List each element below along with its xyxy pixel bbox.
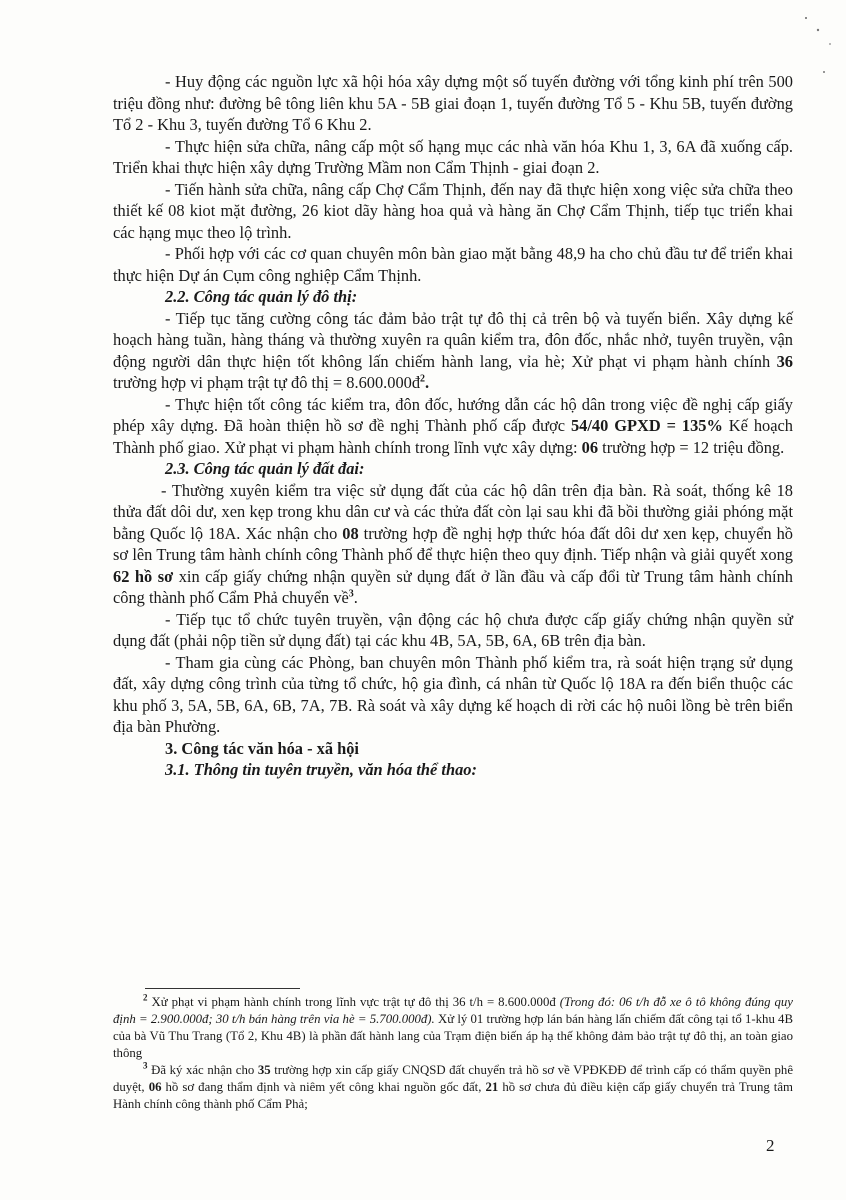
paragraph-land-inspection: - Thường xuyên kiểm tra việc sử dụng đất của các hộ dân trên địa bàn. Rà soát, thống kê 18 thửa đất dôi dư, xen kẹp trong khu dân cư và các thửa đất còn lại sau khi đã bồi thường giải phóng mặt bằng Quốc lộ 18A. Xác nhận cho 08 trường hợp đề nghị hợp thức hóa đất dôi dư xen kẹp, chuyển hồ sơ lên Trung tâm hành chính công Thành phố để thực hiện theo quy định. Tiếp nhận và giải quyết xong 62 hồ sơ xin cấp giấy chứng nhận quyền sử dụng đất ở lần đầu và cấp đổi từ Trung tâm hành chính công thành phố Cẩm Phả chuyển về$^3$.	[113, 480, 793, 607]
footnotes	[113, 994, 793, 1113]
paragraph-cultural-houses: - Thực hiện sửa chữa, nâng cấp một số hạng mục các nhà văn hóa Khu 1, 3, 6A đã xuống cấp. Triển khai thực hiện xây dựng Trường Mầm non Cẩm Thịnh - giai đoạn 2.	[113, 136, 793, 177]
heading-information-culture-sports: 3.1. Thông tin tuyên truyền, văn hóa thể thao:	[165, 760, 477, 779]
page-number: 2	[766, 1136, 775, 1155]
paragraph-fundraising-roads: - Huy động các nguồn lực xã hội hóa xây dựng một số tuyến đường với tổng kinh phí trên 500 triệu đồng như: đường bê tông liên khu 5A - 5B giai đoạn 1, tuyến đường Tổ 5 - Khu 5B, tuyến đường Tổ 2 - Khu 3, tuyến đường Tổ 6 Khu 2.	[113, 72, 793, 134]
footnote-divider	[145, 988, 300, 989]
paragraph-market-repair: - Tiến hành sửa chữa, nâng cấp Chợ Cẩm Thịnh, đến nay đã thực hiện xong việc sửa chữa theo thiết kế 08 kiot mặt đường, 26 kiot dãy hàng hoa quả và hàng ăn Chợ Cẩm Thịnh, tiếp tục triển khai các hạng mục theo lộ trình.	[113, 179, 793, 242]
paragraph-urban-order: - Tiếp tục tăng cường công tác đảm bảo trật tự đô thị cả trên bộ và tuyến biển. Xây dựng kế hoạch hàng tuần, hàng tháng và thường xuyên ra quân kiểm tra, đôn đốc, nhắc nhở, tuyên truyền, vận động người dân thực hiện tốt không lấn chiếm hành lang, vỉa hè; Xử phạt vi phạm hành chính 36 trường hợp vi phạm trật tự đô thị = $8.600.000đ^2$.	[113, 308, 793, 392]
heading-urban-management: 2.2. Công tác quản lý đô thị:	[165, 287, 358, 306]
paragraph-industrial-cluster: - Phối hợp với các cơ quan chuyên môn bàn giao mặt bằng 48,9 ha cho chủ đầu tư để triển khai thực hiện Dự án Cụm công nghiệp Cẩm Thịnh.	[113, 244, 793, 285]
footnote-ref-3: 3	[348, 588, 354, 600]
heading-culture-society: 3. Công tác văn hóa - xã hội	[165, 738, 359, 758]
document-body	[113, 71, 793, 781]
footnote-3: $^3$ Đã ký xác nhận cho 35 trường hợp xin cấp giấy CNQSD đất chuyển trả hồ sơ về VPĐKĐĐ để trình cấp có thẩm quyền phê duyệt, 06 hồ sơ đang thẩm định và niêm yết công khai nguồn gốc đất, 21 hồ sơ chưa đủ điều kiện cấp giấy chuyển trả Trung tâm Hành chính công thành phố Cẩm Phả;	[113, 1060, 794, 1111]
heading-land-management: 2.3. Công tác quản lý đất đai:	[165, 459, 365, 478]
paragraph-land-survey: - Tham gia cùng các Phòng, ban chuyên môn Thành phố kiểm tra, rà soát hiện trạng sử dụng đất, xây dựng công trình của từng tổ chức, hộ gia đình, cá nhân từ Quốc lộ 18A ra đến biển thuộc các khu phố 3, 5A, 5B, 6A, 6B, 7A, 7B. Rà soát và xây dựng kế hoạch di rời các hộ nuôi lồng bè trên biển địa bàn Phường.	[113, 652, 793, 736]
paragraph-building-permits: - Thực hiện tốt công tác kiểm tra, đôn đốc, hướng dẫn các hộ dân trong việc đề nghị cấp giấy phép xây dựng. Đã hoàn thiện hồ sơ đề nghị Thành phố cấp được 54/40 GPXD = 135% Kế hoạch Thành phố giao. Xử phạt vi phạm hành chính trong lĩnh vực xây dựng: 06 trường hợp = 12 triệu đồng.	[113, 394, 793, 457]
footnote-ref-2: 2	[420, 373, 426, 385]
footnote-2: $^2$ Xử phạt vi phạm hành chính trong lĩnh vực trật tự đô thị 36 t/h = 8.600.000đ (Trong đó: 06 t/h đỗ xe ô tô không đúng quy định = 2.900.000đ; 30 t/h bán hàng trên vỉa hè = 5.700.000đ). Xử lý 01 trường hợp lán bán hàng lấn chiếm đất công tại tổ 1-khu 4B của bà Vũ Thu Trang (Tổ 2, Khu 4B) là phần đất hành lang của Trạm điện biến áp hạ thế không đảm bảo trật tự đô thị, an toàn giao thông	[113, 992, 793, 1060]
scan-specks	[786, 0, 846, 90]
paragraph-land-propaganda: - Tiếp tục tổ chức tuyên truyền, vận động các hộ chưa được cấp giấy chứng nhận quyền sử dụng đất (phải nộp tiền sử dụng đất) tại các khu 4B, 5A, 5B, 6A, 6B trên địa bàn.	[113, 609, 793, 650]
